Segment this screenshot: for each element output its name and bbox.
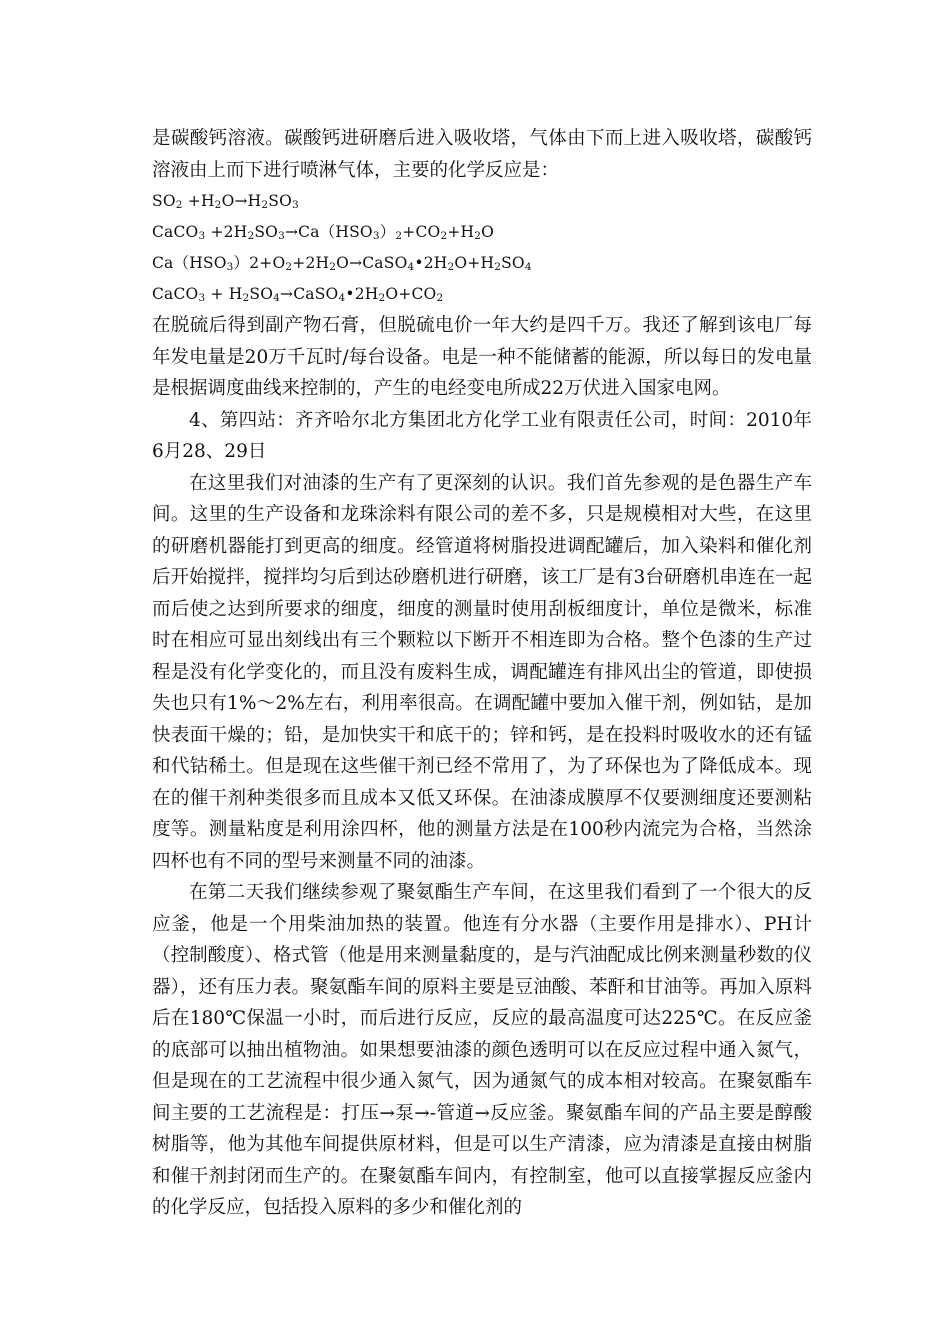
paragraph-polyurethane-workshop: 在第二天我们继续参观了聚氨酯生产车间，在这里我们看到了一个很大的反应釜，他是一个用柴油加热的装置。他连有分水器（主要作用是排水）、PH计（控制酸度）、格式管（他是用来测量黏度的，是与汽油配成比例来测量秒数的仪器），还有压力表。聚氨酯车间的原料主要是豆油酸、苯酐和甘油等。再加入原料后在180℃保温一小时，而后进行反应，反应的最高温度可达225℃。在反应釜的底部可以抽出植物油。如果想要油漆的颜色透明可以在反应过程中通入氮气，但是现在的工艺流程中很少通入氮气，因为通氮气的成本相对较高。在聚氨酯车间主要的工艺流程是：打压→泵→-管道→反应釜。聚氨酯车间的产品主要是醇酸树脂等，他为其他车间提供原材料，但是可以生产清漆，应为清漆是直接由树脂和催干剂封闭而生产的。在聚氨酯车间内，有控制室，他可以直接掌握反应釜内的化学反应，包括投入原料的多少和催化剂的 [152,882,812,1218]
paragraph-paint-workshop: 在这里我们对油漆的生产有了更深刻的认识。我们首先参观的是色器生产车间。这里的生产设备和龙珠涂料有限公司的差不多，只是规模相对大些，在这里的研磨机器能打到更高的细度。经管道将树脂投进调配罐后，加入染料和催化剂后开始搅拌，搅拌均匀后到达砂磨机进行研磨，该工厂是有3台研磨机串连在一起而后使之达到所要求的细度，细度的测量时使用刮板细度计，单位是微米，标准时在相应可显出刻线出有三个颗粒以下断开不相连即为合格。整个色漆的生产过程是没有化学变化的，而且没有废料生成，调配罐连有排风出尘的管道，即使损失也只有1%～2%左右，利用率很高。在调配罐中要加入催干剂，例如钴，是加快表面干燥的；铅，是加快实干和底干的；锌和钙，是在投料时吸收水的还有锰和代钴稀土。但是现在这些催干剂已经不常用了，为了环保也为了降低成本。现在的催干剂种类很多而且成本又低又环保。在油漆成膜厚不仅要测细度还要测粘度等。测量粘度是利用涂四杯，他的测量方法是在100秒内流完为合格，当然涂四杯也有不同的型号来测量不同的油漆。 [152,472,812,872]
equation-bisulfite-oxidation: $Ca(HSO_3)2+O_2+2H_2O\to CaSO_4•2H_2O+H_2SO_4$ [152,254,532,273]
equation-so2-hydration: $SO_2 +H_2O\to H_2SO_3$ [152,192,299,211]
paragraph-absorption-intro: 是碳酸钙溶液。碳酸钙进研磨后进入吸收塔，气体由下而上进入吸收塔，碳酸钙溶液由上而下进行喷淋气体，主要的化学反应是： [152,128,812,181]
paragraph-gypsum-power: 在脱硫后得到副产物石膏，但脱硫电价一年大约是四千万。我还了解到该电厂每年发电量是20万千瓦时/每台设备。电是一种不能储蓄的能源，所以每日的发电量是根据调度曲线来控制的，产生的电经变电所成22万伏进入国家电网。 [152,315,812,399]
equation-caco3-h2so4: CaCO$_3$ + $H_2SO_4\to CaSO_4•2H_2O+CO_2$ [152,285,444,304]
equation-caco3-h2so3: CaCO$_3$ $+2H_2SO_3\to Ca(HSO_3)_2+CO_2+H_2O$ [152,223,495,242]
section-heading-fourth-stop: 4、第四站：齐齐哈尔北方集团北方化学工业有限责任公司，时间：2010年6月28、29日 [152,409,812,462]
body-text [152,123,812,1224]
